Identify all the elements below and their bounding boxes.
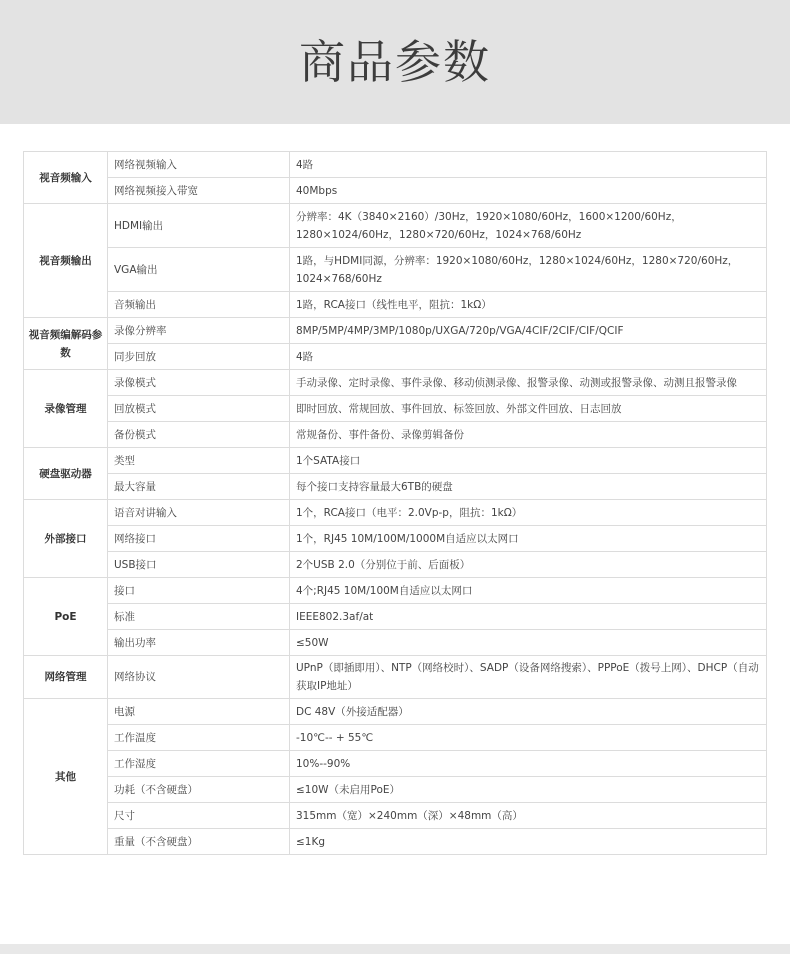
spec-value: 每个接口支持容量最大6TB的硬盘 <box>290 474 767 500</box>
spec-row <box>24 578 767 604</box>
spec-value: 1个SATA接口 <box>290 448 767 474</box>
spec-value: 2个USB 2.0（分别位于前、后面板） <box>290 552 767 578</box>
spec-row <box>24 500 767 526</box>
spec-group-label: 录像管理 <box>24 370 108 448</box>
spec-group-label: 其他 <box>24 699 108 855</box>
spec-row <box>24 396 767 422</box>
spec-value: -10℃-- + 55℃ <box>290 725 767 751</box>
spec-value: 4路 <box>290 152 767 178</box>
spec-key: 语音对讲输入 <box>108 500 290 526</box>
spec-row <box>24 777 767 803</box>
spec-value: 即时回放、常规回放、事件回放、标签回放、外部文件回放、日志回放 <box>290 396 767 422</box>
spec-group-label: 视音频输出 <box>24 204 108 318</box>
spec-key: 录像模式 <box>108 370 290 396</box>
spec-group-label: 视音频编解码参数 <box>24 318 108 370</box>
footer-bar <box>0 944 790 954</box>
spec-row <box>24 526 767 552</box>
spec-group-label: 视音频输入 <box>24 152 108 204</box>
spec-value: ≤1Kg <box>290 829 767 855</box>
spec-value: 4路 <box>290 344 767 370</box>
spec-group-label: PoE <box>24 578 108 656</box>
spec-row <box>24 370 767 396</box>
spec-table-body <box>24 152 767 855</box>
spec-value: 手动录像、定时录像、事件录像、移动侦测录像、报警录像、动测或报警录像、动测且报警录像 <box>290 370 767 396</box>
spec-row <box>24 630 767 656</box>
spec-value: 分辨率：4K（3840×2160）/30Hz，1920×1080/60Hz，1600×1200/60Hz，1280×1024/60Hz，1280×720/60Hz，1024×768/60Hz <box>290 204 767 248</box>
spec-row <box>24 656 767 699</box>
spec-row <box>24 751 767 777</box>
spec-value: IEEE802.3af/at <box>290 604 767 630</box>
spec-row <box>24 604 767 630</box>
spec-value: ≤10W（未启用PoE） <box>290 777 767 803</box>
page-header <box>0 0 790 124</box>
spec-group-label: 网络管理 <box>24 656 108 699</box>
spec-row <box>24 552 767 578</box>
spec-key: 输出功率 <box>108 630 290 656</box>
spec-group-label: 外部接口 <box>24 500 108 578</box>
spec-key: 电源 <box>108 699 290 725</box>
spec-value: 315mm（宽）×240mm（深）×48mm（高） <box>290 803 767 829</box>
spec-key: 同步回放 <box>108 344 290 370</box>
spec-value: 8MP/5MP/4MP/3MP/1080p/UXGA/720p/VGA/4CIF/2CIF/CIF/QCIF <box>290 318 767 344</box>
spec-table <box>23 151 767 855</box>
spec-key: USB接口 <box>108 552 290 578</box>
spec-key: 尺寸 <box>108 803 290 829</box>
spec-key: 备份模式 <box>108 422 290 448</box>
spec-group-label: 硬盘驱动器 <box>24 448 108 500</box>
spec-row <box>24 803 767 829</box>
spec-value: DC 48V（外接适配器） <box>290 699 767 725</box>
spec-key: 类型 <box>108 448 290 474</box>
spec-value: 1个，RCA接口（电平：2.0Vp-p，阻抗：1kΩ） <box>290 500 767 526</box>
spec-row <box>24 204 767 248</box>
spec-row <box>24 448 767 474</box>
spec-key: 工作温度 <box>108 725 290 751</box>
spec-row <box>24 152 767 178</box>
spec-row <box>24 248 767 292</box>
spec-key: 接口 <box>108 578 290 604</box>
spec-key: 重量（不含硬盘） <box>108 829 290 855</box>
spec-value: 40Mbps <box>290 178 767 204</box>
spec-value: 1路，与HDMI同源，分辨率：1920×1080/60Hz，1280×1024/60Hz，1280×720/60Hz，1024×768/60Hz <box>290 248 767 292</box>
spec-key: 标准 <box>108 604 290 630</box>
spec-value: 10%--90% <box>290 751 767 777</box>
spec-value: 1个，RJ45 10M/100M/1000M自适应以太网口 <box>290 526 767 552</box>
spec-row <box>24 829 767 855</box>
spec-row <box>24 178 767 204</box>
spec-key: 功耗（不含硬盘） <box>108 777 290 803</box>
spec-value: ≤50W <box>290 630 767 656</box>
spec-row <box>24 344 767 370</box>
spec-row <box>24 474 767 500</box>
spec-key: 音频输出 <box>108 292 290 318</box>
spec-key: 网络视频输入 <box>108 152 290 178</box>
spec-key: VGA输出 <box>108 248 290 292</box>
spec-row <box>24 292 767 318</box>
spec-row <box>24 318 767 344</box>
spec-key: HDMI输出 <box>108 204 290 248</box>
spec-value: UPnP（即插即用）、NTP（网络校时）、SADP（设备网络搜索）、PPPoE（拨号上网）、DHCP（自动获取IP地址） <box>290 656 767 699</box>
spec-key: 录像分辨率 <box>108 318 290 344</box>
spec-key: 网络协议 <box>108 656 290 699</box>
spec-value: 4个;RJ45 10M/100M自适应以太网口 <box>290 578 767 604</box>
spec-row <box>24 422 767 448</box>
spec-key: 网络视频接入带宽 <box>108 178 290 204</box>
spec-key: 工作湿度 <box>108 751 290 777</box>
page-title: 商品参数 <box>299 35 491 89</box>
spec-value: 常规备份、事件备份、录像剪辑备份 <box>290 422 767 448</box>
spec-row <box>24 725 767 751</box>
spec-value: 1路，RCA接口（线性电平，阻抗：1kΩ） <box>290 292 767 318</box>
spec-key: 网络接口 <box>108 526 290 552</box>
spec-key: 最大容量 <box>108 474 290 500</box>
spec-row <box>24 699 767 725</box>
spec-key: 回放模式 <box>108 396 290 422</box>
